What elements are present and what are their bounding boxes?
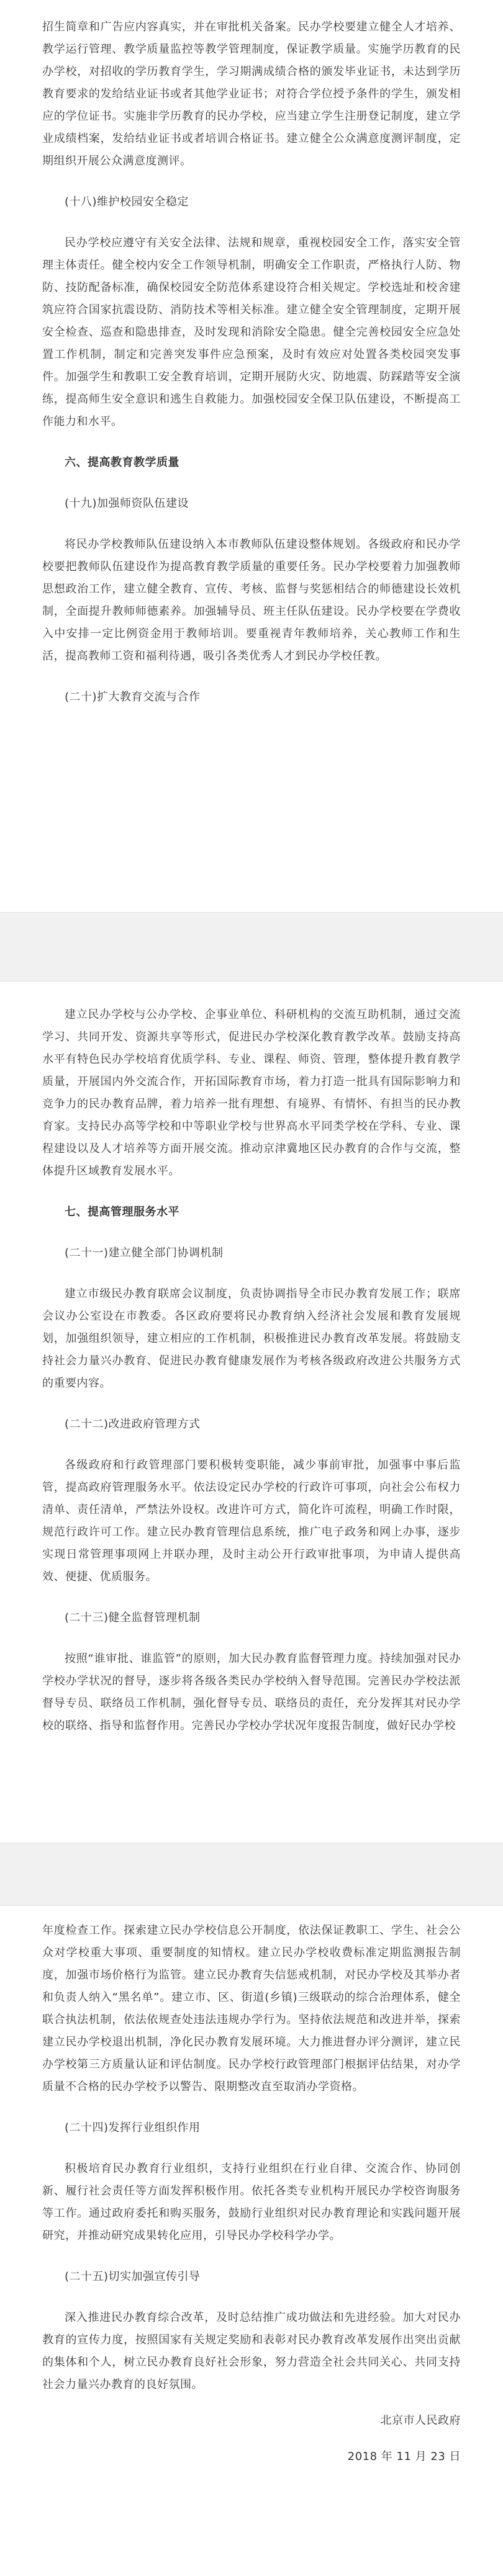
paragraph: 按照“谁审批、谁监管”的原则，加大民办教育监督管理力度。持续加强对民办学校办学状况的督导，逐步将各级各类民办学校纳入督导范围。完善民办学校法派督导专员、联络员工作机制，强化督导专员、联络员的责任，充分发挥其对民办学校的联络、指导和监督作用。完善民办学校办学状况年度报告制度，做好民办学校 — [42, 1652, 461, 1732]
paragraph: 积极培育民办教育行业组织，支持行业组织在行业自律、交流合作、协同创新、履行社会责任等方面发挥积极作用。依托各类专业机构开展民办学校咨询服务等工作。通过政府委托和购买服务，鼓励行业组织对民办教育理论和实践问题开展研究，并推动研究成果转化应用，引导民办学校科学办学。 — [42, 2162, 461, 2242]
paragraph: 年度检查工作。探索建立民办学校信息公开制度，依法保证教职工、学生、社会公众对学校重大事项、重要制度的知情权。建立民办学校收费标准定期监测报告制度，加强市场价格行为监管。建立民办教育失信惩戒机制，对民办学校及其举办者和负责人纳入“黑名单”。建立市、区、街道(乡镇)三级联动的综合治理体系，健全联合执法机制，依法依规查处违法违规办学行为。坚持依法规范和改进并举，探索建立民办学校退出机制，净化民办教育发展环境。大力推进督办评分测评，建立民办学校第三方质量认证和评估制度。民办学校行政管理部门根据评估结果，对办学质量不合格的民办学校予以警告、限期整改直至取消办学资格。 — [42, 1924, 461, 2093]
signature-organization: 北京市人民政府 — [380, 2414, 461, 2427]
document-page-2 — [0, 982, 503, 1843]
paragraph: 深入推进民办教育综合改革，及时总结推广成功做法和先进经验。加大对民办教育的宣传力度，按照国家有关规定奖励和表彰对民办教育改革发展作出突出贡献的集体和个人，树立民办教育良好社会形象，努力营造全社会共同关心、共同支持社会力量兴办教育的良好氛围。 — [42, 2311, 461, 2391]
paragraph: 将民办学校教师队伍建设纳入本市教师队伍建设整体规划。各级政府和民办学校要把教师队伍建设作为提高教育教学质量的重要任务。民办学校要着力加强教师思想政治工作，建立健全教育、宣传、考核、监督与奖惩相结合的师德建设长效机制，全面提升教师师德素养。加强辅导员、班主任队伍建设。民办学校要在学费收入中安排一定比例资金用于教师培训。要重视青年教师培养，关心教师工作和生活，提高教师工资和福利待遇，吸引各类优秀人才到民办学校任教。 — [42, 538, 461, 663]
paragraph: 各级政府和行政管理部门要积极转变职能，减少事前审批，加强事中事后监管，提高政府管理服务水平。依法设定民办学校的行政许可事项，向社会公布权力清单、责任清单，严禁法外设权。改进许可方式，简化许可流程，明确工作时限，规范行政许可工作。建立民办教育管理信息系统，推广电子政务和网上办事，逐步实现日常管理事项网上并联办理，及时主动公开行政审批事项，为申请人提供高效、便捷、优质服务。 — [42, 1459, 461, 1583]
page-separator — [0, 1843, 503, 1906]
paragraph: 建立市级民办教育联席会议制度，负责协调指导全市民办教育发展工作；联席会议办公室设在市教委。各区政府要将民办教育纳入经济社会发展和教育发展规划，加强组织领导，建立相应的工作机制，积极推进民办教育改革发展。将鼓励支持社会力量兴办教育、促进民办教育健康发展作为考核各级政府改进公共服务方式的重要内容。 — [42, 1287, 461, 1390]
document-page-1 — [0, 0, 503, 912]
section-heading: (二十四)发挥行业组织作用 — [65, 2121, 201, 2134]
chapter-heading: 七、提高管理服务水平 — [65, 1205, 179, 1219]
section-heading: (二十)扩大教育交流与合作 — [65, 691, 201, 704]
section-heading: (二十一)建立健全部门协调机制 — [65, 1246, 224, 1259]
section-heading: (十九)加强师资队伍建设 — [65, 497, 189, 510]
signature-date: 2018 年 11 月 23 日 — [347, 2450, 461, 2463]
paragraph: 招生简章和广告应内容真实，并在审批机关备案。民办学校要建立健全人才培养、教学运行管理、教学质量监控等教学管理制度，保证教学质量。实施学历教育的民办学校，对招收的学历教育学生，学习期满成绩合格的颁发毕业证书，未达到学历教育要求的发给结业证书或者其他学业证书；对符合学位授予条件的学生，颁发相应的学位证书。实施非学历教育的民办学校，应当建立学生注册登记制度，建立学业成绩档案，发给结业证书或者培训合格证书。建立健全公众满意度测评制度，定期组织开展公众满意度测评。 — [42, 20, 461, 168]
section-heading: (二十五)切实加强宣传引导 — [65, 2270, 201, 2283]
section-heading: (十八)维护校园安全稳定 — [65, 195, 189, 208]
chapter-heading: 六、提高教育教学质量 — [65, 456, 179, 469]
page-separator — [0, 912, 503, 982]
document-page-3 — [0, 1906, 503, 2576]
paragraph: 民办学校应遵守有关安全法律、法规和规章，重视校园安全工作，落实安全管理主体责任。健全校内安全工作领导机制，明确安全工作职责，严格执行人防、物防、技防配备标准，确保校园安全防范体系建设符合相关规定。学校选址和校舍建筑应符合国家抗震设防、消防技术等相关标准。建立健全安全管理制度，定期开展安全检查、巡查和隐患排查，及时发现和消除安全隐患。健全完善校园安全应急处置工作机制，制定和完善突发事件应急预案，及时有效应对处置各类校园突发事件。加强学生和教职工安全教育培训，定期开展防火灾、防地震、防踩踏等安全演练，提高师生安全意识和逃生自救能力。加强校园安全保卫队伍建设，不断提高工作能力和水平。 — [42, 236, 461, 428]
section-heading: (二十三)健全监督管理机制 — [65, 1611, 201, 1624]
section-heading: (二十二)改进政府管理方式 — [65, 1418, 201, 1431]
paragraph: 建立民办学校与公办学校、企事业单位、科研机构的交流互助机制，通过交流学习、共同开发、资源共享等形式，促进民办学校深化教育教学改革。鼓励支持高水平有特色民办学校培育优质学科、专业、课程、师资、管理，整体提升教育教学质量，开展国内外交流合作，开拓国际教育市场，着力打造一批具有国际影响力和竞争力的民办教育品牌，着力培养一批有理想、有境界、有情怀、有担当的民办教育家。支持民办高等学校和中等职业学校与世界高水平同类学校在学科、专业、课程建设以及人才培养等方面开展交流。推动京津冀地区民办教育的合作与交流，整体提升区域教育发展水平。 — [42, 1008, 461, 1178]
